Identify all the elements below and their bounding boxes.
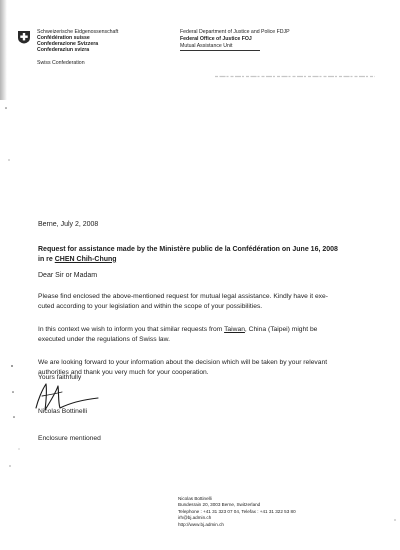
faint-scan-line xyxy=(215,74,375,79)
paragraph-2-text-b: , China (Taipei) might be xyxy=(244,326,318,333)
footer-address: Bundesrain 20, 3003 Berne, Switzerland xyxy=(178,502,261,508)
office-name: Federal Office of Justice FOJ xyxy=(180,35,252,42)
closing: Yours faithfully xyxy=(38,374,82,381)
paragraph-2-line-2: executed under the regulations of Swiss law. xyxy=(38,336,170,343)
footer-contact xyxy=(178,496,296,528)
signer-name: Nicolas Bottinelli xyxy=(38,408,88,415)
subject-name: CHEN Chih-Chung xyxy=(54,255,117,263)
paragraph-3-line-1: We are looking forward to your information about the decision which will be taken by your relevant xyxy=(38,359,328,366)
swiss-crest-icon xyxy=(17,30,31,44)
letter-subject xyxy=(38,245,338,264)
department-name: Federal Department of Justice and Police FDJP xyxy=(180,29,290,35)
confederation-name-it: Confederazione Svizzera xyxy=(37,41,99,47)
footer-email: irh@bj.admin.ch xyxy=(178,515,212,521)
paragraph-2-taiwan: Taiwan xyxy=(224,326,245,333)
letter-date: Berne, July 2, 2008 xyxy=(38,221,99,228)
subject-line-1: Request for assistance made by the Ministère public de la Confédération on June 16, 2008 xyxy=(38,246,338,253)
swiss-confederation-label: Swiss Confederation xyxy=(37,60,85,66)
scan-edge-shadow xyxy=(0,0,7,100)
confederation-name-de: Schweizerische Eidgenossenschaft xyxy=(37,29,119,35)
paragraph-1-line-2: cuted according to your legislation and within the scope of your possibilities. xyxy=(38,303,263,310)
confederation-name-rm: Confederaziun svizra xyxy=(37,47,90,53)
footer-name: Nicolas Bottinelli xyxy=(178,496,212,501)
confederation-names xyxy=(37,29,118,53)
paragraph-3-line-2: authorities and thank you very much for your cooperation. xyxy=(38,369,209,376)
footer-phone: Telephone : +41 31 323 07 04, Telefax : +41 31 322 53 80 xyxy=(178,508,296,514)
paragraph-2-line-1 xyxy=(38,325,383,335)
paragraph-3 xyxy=(38,358,383,378)
paragraph-1-line-1: Please find enclosed the above-mentioned request for mutual legal assistance. Kindly have it exe- xyxy=(38,293,328,300)
unit-name: Mutual Assistance Unit xyxy=(180,42,233,49)
paragraph-2-text-a: In this context we wish to inform you that similar requests from xyxy=(38,326,225,333)
subject-prefix: in re xyxy=(38,255,55,263)
paragraph-1 xyxy=(38,292,383,312)
subject-line-2 xyxy=(38,255,338,265)
enclosure-note: Enclosure mentioned xyxy=(38,435,101,442)
footer-website: http://www.bj.admin.ch xyxy=(178,521,224,527)
paragraph-2 xyxy=(38,325,383,345)
office-underline xyxy=(180,50,260,51)
confederation-name-fr: Confédération suisse xyxy=(37,35,90,41)
office-block xyxy=(180,29,290,49)
salutation: Dear Sir or Madam xyxy=(38,272,98,279)
